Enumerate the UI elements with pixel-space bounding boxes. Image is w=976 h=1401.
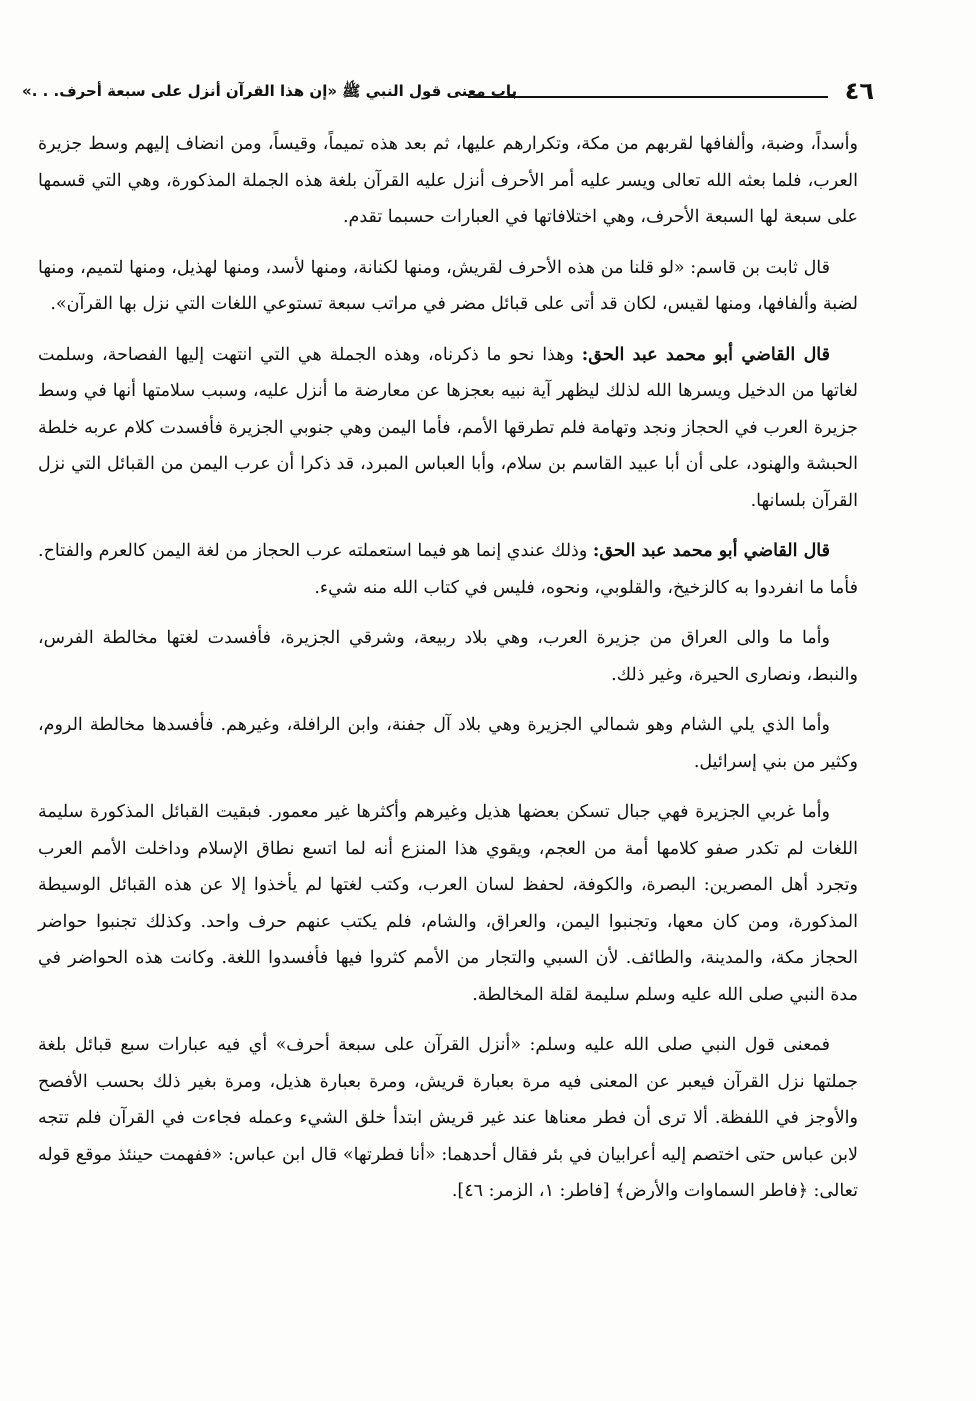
paragraph-text: فمعنى قول النبي صلى الله عليه وسلم: «أنزل القرآن على سبعة أحرف» أي فيه عبارات سبع قبائل بلغة جملتها نزل القرآن فيعبر عن المعنى فيه مرة بعبارة قريش، ومرة بعبارة هذيل، ومرة بغير ذلك بحسب الأفصح والأوجز في اللفظة. ألا ترى أن فطر معناها عند غير قريش ابتدأ خلق الشيء وعمله فجاءت في القرآن فلم تتجه لابن عباس حتى اختصم إليه أعرابيان في بئر فقال أحدهما: «أنا فطرتها» قال ابن عباس: «ففهمت حينئذ موقع قوله تعالى: ﴿فاطر السماوات والأرض﴾ [فاطر: ١، الزمر: ٤٦].	[38, 1035, 858, 1201]
paragraph	[38, 250, 858, 323]
page-body	[38, 126, 858, 1210]
paragraph-text: قال ثابت بن قاسم: «لو قلنا من هذه الأحرف لقريش، ومنها لكنانة، ومنها لأسد، ومنها لهذيل، ومنها لتميم، ومنها لضبة وألفافها، ومنها لقيس، لكان قد أتى على قبائل مضر في مراتب سبعة تستوعي اللغات التي نزل بها القرآن».	[38, 257, 858, 314]
paragraph	[38, 707, 858, 780]
page-number: ٤٦	[844, 77, 874, 105]
paragraph-text: وأما الذي يلي الشام وهو شمالي الجزيرة وهي بلاد آل جفنة، وابن الرافلة، وغيرهم. فأفسدها مخالطة الروم، وكثير من بني إسرائيل.	[38, 715, 858, 772]
speaker-label: قال القاضي أبو محمد عبد الحق:	[581, 344, 830, 365]
paragraph-text: وأسداً، وضبة، وألفافها لقربهم من مكة، وتكرارهم عليها، ثم بعد هذه تميماً، وقيساً، ومن انضاف إليهم وسط جزيرة العرب، فلما بعثه الله تعالى ويسر عليه أمر الأحرف أنزل عليه القرآن بلغة هذه الجملة المذكورة، وهي التي قسمها على سبعة لها السبعة الأحرف، وهي اختلافاتها في العبارات حسبما تقدم.	[38, 134, 858, 227]
paragraph	[38, 533, 858, 606]
running-title: باب معنى قول النبي ﷺ «إن هذا القرآن أنزل على سبعة أحرف. . .»	[22, 82, 518, 100]
paragraph-text: وهذا نحو ما ذكرناه، وهذه الجملة هي التي انتهت إليها الفصاحة، وسلمت لغاتها من الدخيل ويسرها الله لذلك ليظهر آية نبيه بعجزها عن معارضة ما أنزل عليه، وسبب سلامتها أنها في وسط جزيرة العرب في الحجاز ونجد وتهامة فلم تطرقها الأمم، فأما اليمن وهي جنوبي الجزيرة فأفسدت كلام عربه خلطة الحبشة والهنود، على أن أبا عبيد القاسم بن سلام، وأبا العباس المبرد، قد ذكرا أن عرب اليمن من القبائل التي نزل القرآن بلسانها.	[38, 344, 858, 511]
paragraph-text: وذلك عندي إنما هو فيما استعملته عرب الحجاز من لغة اليمن كالعرم والفتاح. فأما ما انفردوا به كالزخيخ، والقلوبي، ونحوه، فليس في كتاب الله منه شيء.	[38, 541, 858, 598]
paragraph-text: وأما ما والى العراق من جزيرة العرب، وهي بلاد ربيعة، وشرقي الجزيرة، فأفسدت لغتها مخالطة الفرس، والنبط، ونصارى الحيرة، وغير ذلك.	[38, 628, 858, 685]
paragraph-text: وأما غربي الجزيرة فهي جبال تسكن بعضها هذيل وغيرهم وأكثرها غير معمور. فبقيت القبائل المذكورة سليمة اللغات لم تكدر صفو كلامها أمة من العجم، ويقوي هذا المنزع أنه لما اتسع نطاق الإسلام وداخلت الأمم العرب وتجرد أهل المصرين: البصرة، والكوفة، لحفظ لسان العرب، وكتب لغتها لم يأخذوا إلا عن هذه القبائل الوسيطة المذكورة، ومن كان معها، وتجنبوا اليمن، والعراق، والشام، فلم يكتب عنهم حرف واحد. وكذلك تجنبوا حواضر الحجاز مكة، والمدينة، والطائف. لأن السبي والتجار من الأمم كثروا فيها فأفسدوا اللغة. وكانت هذه الحواضر في مدة النبي صلى الله عليه وسلم سليمة لقلة المخالطة.	[38, 802, 858, 1005]
header-rule	[468, 96, 828, 98]
paragraph	[38, 620, 858, 693]
page-header	[22, 76, 874, 110]
paragraph	[38, 126, 858, 236]
paragraph	[38, 794, 858, 1013]
speaker-label: قال القاضي أبو محمد عبد الحق:	[592, 541, 830, 561]
paragraph	[38, 1027, 858, 1210]
paragraph	[38, 337, 858, 520]
